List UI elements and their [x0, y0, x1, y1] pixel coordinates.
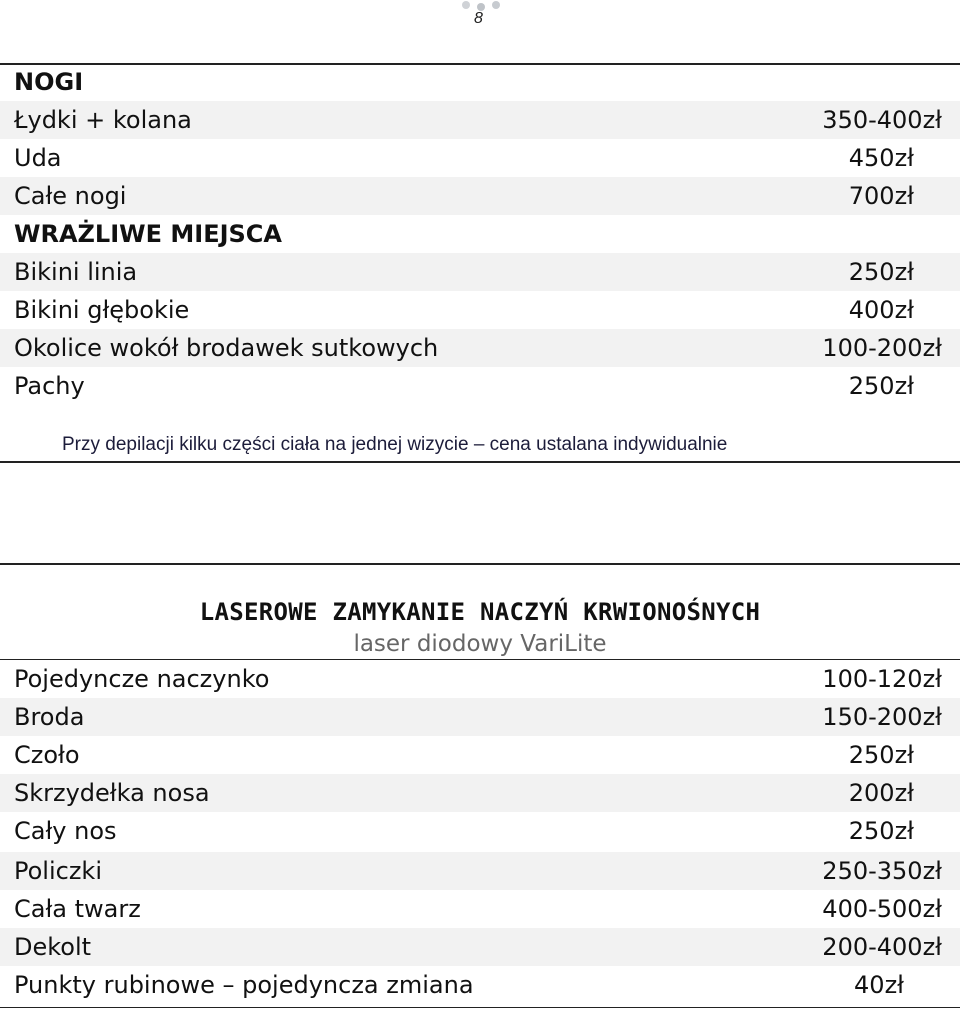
price-row-label: Pachy	[14, 372, 85, 400]
pricing-note: Przy depilacji kilku części ciała na jednej wizycie – cena ustalana indywidualnie	[62, 434, 728, 455]
subsection-heading: WRAŻLIWE MIEJSCA	[14, 220, 282, 248]
price-row-label: Całe nogi	[14, 182, 127, 210]
dot-icon	[462, 1, 470, 9]
price-row	[0, 101, 960, 139]
price-row	[0, 291, 960, 329]
price-row-value: 250zł	[848, 741, 914, 769]
price-row-value: 400-500zł	[822, 895, 942, 923]
price-row	[0, 736, 960, 774]
price-row-label: Punkty rubinowe – pojedyncza zmiana	[14, 971, 474, 999]
price-row-value: 250zł	[848, 372, 914, 400]
price-row	[0, 177, 960, 215]
price-row	[0, 812, 960, 850]
section-vessels	[0, 660, 960, 1004]
price-row-value: 100-120zł	[822, 665, 942, 693]
price-row-value: 250zł	[848, 258, 914, 286]
subsection-heading-row	[0, 215, 960, 253]
price-row-label: Dekolt	[14, 933, 92, 961]
dot-icon	[492, 1, 500, 9]
price-row-label: Broda	[14, 703, 85, 731]
note-bottom-rule	[0, 461, 960, 463]
price-row	[0, 774, 960, 812]
price-row-value: 250zł	[848, 817, 914, 845]
section2-top-rule	[0, 563, 960, 565]
price-row-value: 700zł	[848, 182, 914, 210]
price-row	[0, 253, 960, 291]
price-row-value: 150-200zł	[822, 703, 942, 731]
price-row-label: Policzki	[14, 857, 102, 885]
price-row-value: 400zł	[848, 296, 914, 324]
section2-bottom-rule	[0, 1007, 960, 1008]
page-number: 8	[474, 10, 483, 27]
price-row-label: Bikini linia	[14, 258, 138, 286]
section-heading-row	[0, 63, 960, 101]
price-row-value: 350-400zł	[822, 106, 942, 134]
price-row-label: Czoło	[14, 741, 80, 769]
price-row	[0, 698, 960, 736]
price-row-label: Pojedyncze naczynko	[14, 665, 270, 693]
price-row-value: 200-400zł	[822, 933, 942, 961]
price-row-value: 200zł	[848, 779, 914, 807]
price-row	[0, 966, 960, 1004]
price-row	[0, 852, 960, 890]
price-row-label: Skrzydełka nosa	[14, 779, 210, 807]
price-row-value: 100-200zł	[822, 334, 942, 362]
price-row-label: Okolice wokół brodawek sutkowych	[14, 334, 439, 362]
price-row-value: 450zł	[848, 144, 914, 172]
price-row-label: Uda	[14, 144, 62, 172]
price-row-label: Łydki + kolana	[14, 106, 192, 134]
section-title: LASEROWE ZAMYKANIE NACZYŃ KRWIONOŚNYCH	[199, 598, 761, 626]
price-row-label: Cały nos	[14, 817, 117, 845]
section-subtitle: laser diodowy VariLite	[353, 631, 607, 657]
price-row	[0, 329, 960, 367]
price-row	[0, 928, 960, 966]
price-row	[0, 660, 960, 698]
price-row-label: Bikini głębokie	[14, 296, 190, 324]
price-row	[0, 890, 960, 928]
price-row-value: 250-350zł	[822, 857, 942, 885]
price-row-label: Cała twarz	[14, 895, 141, 923]
section-heading: NOGI	[14, 68, 84, 96]
page-header	[0, 0, 960, 30]
price-row	[0, 367, 960, 405]
price-row	[0, 139, 960, 177]
price-row-value: 40zł	[854, 971, 904, 999]
section-legs	[0, 63, 960, 405]
